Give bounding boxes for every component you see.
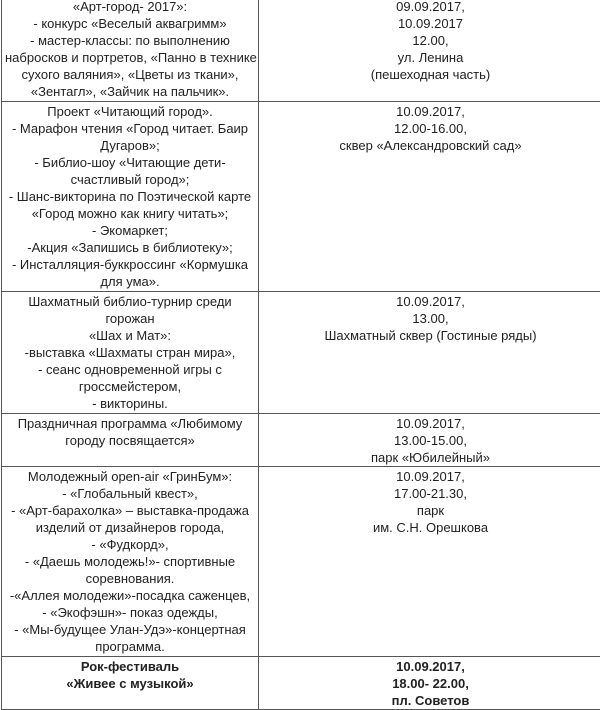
event-line: соревнования.	[5, 570, 255, 587]
event-cell	[2, 102, 259, 292]
date-place-cell	[259, 292, 600, 414]
event-cell	[2, 414, 259, 467]
table-row	[2, 414, 600, 467]
date-place-cell	[259, 0, 600, 102]
event-line: - «Мы-будущее Улан-Удэ»-концертная	[5, 621, 255, 638]
event-line: - викторины.	[5, 395, 255, 412]
info-line: 13.00,	[262, 310, 599, 327]
info-line: 10.09.2017,	[262, 293, 599, 310]
event-line: программа.	[5, 638, 255, 655]
event-line: -Акция «Запишись в библиотеку»;	[5, 239, 255, 256]
event-line: - «Экофэшн»- показ одежды,	[5, 604, 255, 621]
event-cell	[2, 657, 259, 710]
event-line: - «Глобальный квест»,	[5, 485, 255, 502]
event-line: Дугаров»;	[5, 137, 255, 154]
event-line: -выставка «Шахматы стран мира»,	[5, 344, 255, 361]
event-line: - «Фудкорд»,	[5, 536, 255, 553]
event-line: - мастер-классы: по выполнению	[5, 32, 255, 49]
info-line: пл. Советов	[262, 692, 599, 709]
info-line: ул. Ленина	[262, 49, 599, 66]
events-table	[1, 0, 600, 710]
event-line: городу посвящается»	[5, 432, 255, 449]
event-line: горожан	[5, 310, 255, 327]
info-line: 12.00-16.00,	[262, 120, 599, 137]
info-line: 10.09.2017,	[262, 415, 599, 432]
table-row	[2, 467, 600, 657]
event-line: - Марафон чтения «Город читает. Баир	[5, 120, 255, 137]
event-line: счастливый город»;	[5, 171, 255, 188]
info-line: 10.09.2017	[262, 15, 599, 32]
date-place-cell	[259, 414, 600, 467]
event-line: сухого валяния», «Цветы из ткани»,	[5, 66, 255, 83]
event-line: - сеанс одновременной игры с	[5, 361, 255, 378]
event-line: - Инсталляция-буккроссинг «Кормушка	[5, 256, 255, 273]
event-line: Шахматный библио-турнир среди	[5, 293, 255, 310]
info-line: Шахматный сквер (Гостиные ряды)	[262, 327, 599, 344]
event-line: - Библио-шоу «Читающие дети-	[5, 154, 255, 171]
event-line: - «Даешь молодежь!»- спортивные	[5, 553, 255, 570]
info-line: 18.00- 22.00,	[262, 675, 599, 692]
table-row	[2, 0, 600, 102]
info-line: 12.00,	[262, 32, 599, 49]
event-line: «Город можно как книгу читать»;	[5, 205, 255, 222]
table-row	[2, 292, 600, 414]
event-line: -«Аллея молодежи»-посадка саженцев,	[5, 587, 255, 604]
info-line: 17.00-21.30,	[262, 485, 599, 502]
event-line: - конкурс «Веселый аквагримм»	[5, 15, 255, 32]
event-line: Праздничная программа «Любимому	[5, 415, 255, 432]
event-line: гроссмейстером,	[5, 378, 255, 395]
info-line: 10.09.2017,	[262, 658, 599, 675]
info-line: (пешеходная часть)	[262, 66, 599, 83]
event-line: «Шах и Мат»:	[5, 327, 255, 344]
event-line: - Шанс-викторина по Поэтической карте	[5, 188, 255, 205]
table-row	[2, 657, 600, 710]
event-cell	[2, 0, 259, 102]
event-cell	[2, 292, 259, 414]
date-place-cell	[259, 102, 600, 292]
event-line: - Экомаркет;	[5, 222, 255, 239]
info-line: парк	[262, 502, 599, 519]
event-line: «Арт-город- 2017»:	[5, 0, 255, 15]
event-line: Молодежный open-air «ГринБум»:	[5, 468, 255, 485]
info-line: 13.00-15.00,	[262, 432, 599, 449]
date-place-cell	[259, 657, 600, 710]
date-place-cell	[259, 467, 600, 657]
info-line: парк «Юбилейный»	[262, 449, 599, 466]
event-line: изделий от дизайнеров города,	[5, 519, 255, 536]
event-line: для ума».	[5, 273, 255, 290]
table-row	[2, 102, 600, 292]
info-line: 10.09.2017,	[262, 103, 599, 120]
info-line: им. С.Н. Орешкова	[262, 519, 599, 536]
info-line: 10.09.2017,	[262, 468, 599, 485]
event-line: «Зентагл», «Зайчик на пальчик».	[5, 83, 255, 100]
event-line: набросков и портретов, «Панно в технике	[5, 49, 255, 66]
event-line: Проект «Читающий город».	[5, 103, 255, 120]
info-line: сквер «Александровский сад»	[262, 137, 599, 154]
info-line: 09.09.2017,	[262, 0, 599, 15]
event-line: Рок-фестиваль	[5, 658, 255, 675]
event-line: - «Арт-барахолка» – выставка-продажа	[5, 502, 255, 519]
event-cell	[2, 467, 259, 657]
event-line: «Живее с музыкой»	[5, 675, 255, 692]
